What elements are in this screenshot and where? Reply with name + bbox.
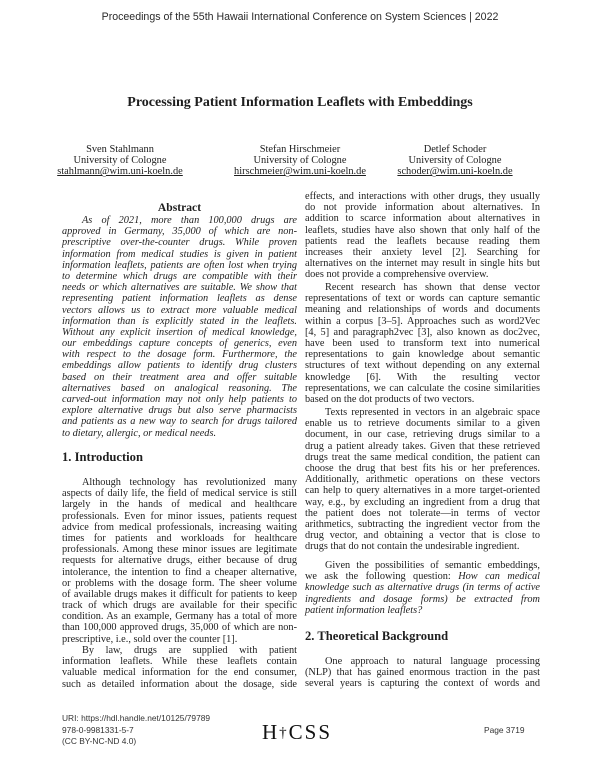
text-line: representations of text or words can capture semantic: [305, 293, 540, 305]
paper-title: Processing Patient Information Leaflets with Embeddings: [127, 95, 473, 110]
text-line: based on their treatment area and offer suitable: [62, 371, 297, 383]
text-line: patients read the leaflets because reading them: [305, 235, 540, 247]
text-line: drugs treat the same medical condition, the patient can: [305, 451, 540, 463]
author-affiliation: University of Cologne: [73, 155, 167, 167]
running-header: Proceedings of the 55th Hawaii International Conference on System Sciences | 2022: [101, 11, 499, 23]
text-line: than 100,000 approved drugs, 35,000 of which are non-: [62, 622, 297, 634]
text-line: leaflets, studies have also shown that only half of the: [305, 224, 540, 236]
text-line: drugs that do not contain the undesirable ingredient.: [305, 541, 520, 553]
text-line: [4, 5] and paragraph2vec [3], also known as doc2vec,: [305, 326, 540, 338]
text-line: arithmetics, subtracting the ingredient vector from the: [305, 518, 540, 530]
text-line: our embeddings capture concepts of generics, even: [62, 338, 297, 350]
text-line: Additionally, arithmetic operations on these vectors: [305, 474, 540, 486]
paragraph: [305, 560, 540, 616]
text-line: enable us to retrieve documents similar to a given: [305, 418, 540, 430]
text-line: alternatives on the internet may result in single hits but: [305, 258, 540, 270]
author-block: [355, 144, 555, 178]
text-line: drug vector, and obtaining a vector that is close to: [305, 530, 540, 542]
text-span: we ask the following question:: [305, 571, 459, 583]
text-line: representations to gain knowledge about semantic: [305, 349, 540, 361]
text-line: [305, 571, 540, 582]
text-line: representations, we can calculate the cosine similarities: [305, 382, 540, 394]
text-line: explore alternative drugs but also serve pharmacists: [62, 405, 297, 417]
research-question: patient information leaflets?: [305, 604, 423, 616]
text-line: needs or which alternatives are suitable. We show that: [62, 282, 297, 294]
author-email-link[interactable]: stahlmann@wim.uni-koeln.de: [57, 166, 183, 178]
author-affiliation: University of Cologne: [408, 155, 502, 167]
text-line: document, in our case, retrieving drugs similar to a: [305, 429, 540, 441]
text-line: effects, and interactions with other drugs, they usually: [305, 191, 540, 202]
text-line: Recent research has shown that dense vector: [325, 282, 540, 293]
paragraph: [305, 191, 540, 281]
text-line: professionals. Even for minor issues, patients request: [62, 510, 297, 522]
footer-uri-link[interactable]: URI: https://hdl.handle.net/10125/79789: [62, 713, 211, 723]
text-line: valuable medical information for the end consumer,: [62, 667, 297, 679]
text-line: track of which drugs are available for their specific: [62, 600, 297, 612]
footer-license: (CC BY-NC-ND 4.0): [62, 736, 137, 746]
text-line: meaning and relationships of words and documents: [305, 304, 540, 316]
footer-info: [62, 713, 210, 748]
text-line: As of 2021, more than 100,000 drugs are: [82, 215, 297, 226]
text-line: advice from medical professionals, increasing waiting: [62, 521, 297, 533]
text-line: information leaflets, patients are often lost when trying: [62, 259, 297, 271]
text-line: representing patient information leaflets as dense: [62, 293, 297, 305]
text-line: or problems with the dosage form. The sheer volume: [62, 577, 297, 589]
footer-isbn: 978-0-9981331-5-7: [62, 724, 134, 735]
text-line: such as detailed information about the dosage, side: [62, 678, 297, 690]
text-line: (NLP) that has gained enormous traction in the past: [305, 667, 540, 679]
text-line: By law, drugs are supplied with patient: [82, 645, 297, 656]
author-affiliation: University of Cologne: [253, 155, 347, 167]
text-line: largely in the hands of medical and healthcare: [62, 499, 297, 511]
author-email-link[interactable]: hirschmeier@wim.uni-koeln.de: [234, 166, 366, 178]
paragraph: [62, 477, 297, 645]
text-line: vectors allows us to extract more valuable medical: [62, 304, 297, 316]
text-line: information leaflets. While these leaflets contain: [62, 656, 297, 668]
text-line: prescriptive, i.e., sold over the counter [1].: [62, 633, 238, 645]
text-line: choose the drug that best fits his or her preferences.: [305, 462, 540, 474]
text-line: One approach to natural language processing: [325, 656, 540, 667]
text-line: alternatives based on analogical reasoning. The: [62, 382, 297, 394]
text-line: can help to query alternatives in a more target-oriented: [305, 485, 540, 497]
text-line: professionals. Among these minor issues are legitimate: [62, 544, 297, 556]
paragraph: [305, 656, 540, 690]
hicss-logo: [262, 720, 332, 745]
text-line: Given the possibilities of semantic embeddings,: [325, 560, 540, 571]
author-block: [20, 144, 220, 178]
text-line: carved-out information may not only help patients to: [62, 394, 297, 405]
text-line: increases their anxiety level [2]. Searching for: [305, 246, 540, 258]
text-line: way, e.g., by excluding an ingredient from a drug that: [305, 496, 540, 508]
text-line: addition to scarce information about alternatives in: [305, 213, 540, 225]
author-name: Detlef Schoder: [423, 144, 487, 155]
text-line: and patients as a new way to search for drugs tailored: [62, 416, 297, 428]
research-question: ingredients and dosage forms) be extracted from: [305, 593, 540, 605]
paragraph: [62, 645, 297, 690]
text-line: approved in Germany, 35,000 of which are non-: [62, 226, 297, 238]
text-line: times for patients and workloads for healthcare: [62, 532, 297, 544]
text-line: embeddings allow patients to identify drug clusters: [62, 360, 297, 372]
abstract-heading: Abstract: [157, 201, 202, 214]
text-line: requests for alternative drugs, either because of drug: [62, 555, 297, 567]
text-line: knowledge [6]. With the resulting vector: [305, 371, 540, 383]
text-line: within a corpus [3–5]. Approaches such as word2Vec: [305, 315, 540, 327]
text-line: Without any explicit insertion of medical knowledge,: [62, 326, 297, 338]
text-line: aspects of daily life, the field of medical service is still: [62, 488, 297, 500]
paragraph: [305, 407, 540, 552]
torch-icon: †: [279, 725, 289, 741]
text-line: structures of text without depending on any external: [305, 360, 540, 372]
paragraph: [305, 282, 540, 405]
research-question: How can medical: [458, 571, 540, 583]
text-line: does not provide a comprehensive overview.: [305, 269, 489, 281]
research-question: knowledge such as alternative drugs (in terms of active: [305, 582, 540, 594]
text-line: to dietary, allergic, or medical needs.: [62, 427, 217, 439]
text-line: of available drugs makes it difficult for patients to keep: [62, 588, 297, 600]
text-line: information from medical studies is given in patient: [62, 248, 297, 260]
text-line: information than is explicitly stated in the leaflets.: [62, 315, 297, 327]
section-heading-background: 2. Theoretical Background: [305, 629, 449, 643]
author-email-link[interactable]: schoder@wim.uni-koeln.de: [397, 166, 513, 178]
text-line: Texts represented in vectors in an algebraic space: [325, 407, 540, 418]
author-name: Stefan Hirschmeier: [259, 144, 341, 155]
text-line: drug a patient already takes. Given that these retrieved: [305, 440, 540, 452]
section-heading-introduction: 1. Introduction: [62, 450, 143, 464]
text-line: Although technology has revolutionized many: [82, 477, 297, 488]
abstract-text: [62, 215, 297, 439]
text-line: intolerance, the intention to find a cheaper alternative,: [62, 566, 297, 578]
text-line: several years is capturing the context of words and: [305, 678, 540, 690]
text-line: prescriptive over-the-counter drugs. While proven: [62, 237, 297, 249]
text-line: with respect to the dosage form. Furthermore, the: [62, 349, 297, 361]
hicss-logo-text: H†CSS: [262, 720, 333, 744]
author-name: Sven Stahlmann: [86, 144, 154, 155]
text-line: to determine which drugs are compatible with their: [62, 270, 297, 282]
text-line: have been used to transform text into numerical: [305, 337, 540, 349]
text-line: do not provide information about alternatives. In: [305, 202, 540, 214]
text-line: condition. As an example, Germany has a total of more: [62, 611, 297, 623]
text-line: the patient does not tolerate—in terms of vector: [305, 507, 540, 519]
text-line: based on the dot products of two vectors.: [305, 393, 475, 405]
page-number: Page 3719: [484, 725, 525, 735]
